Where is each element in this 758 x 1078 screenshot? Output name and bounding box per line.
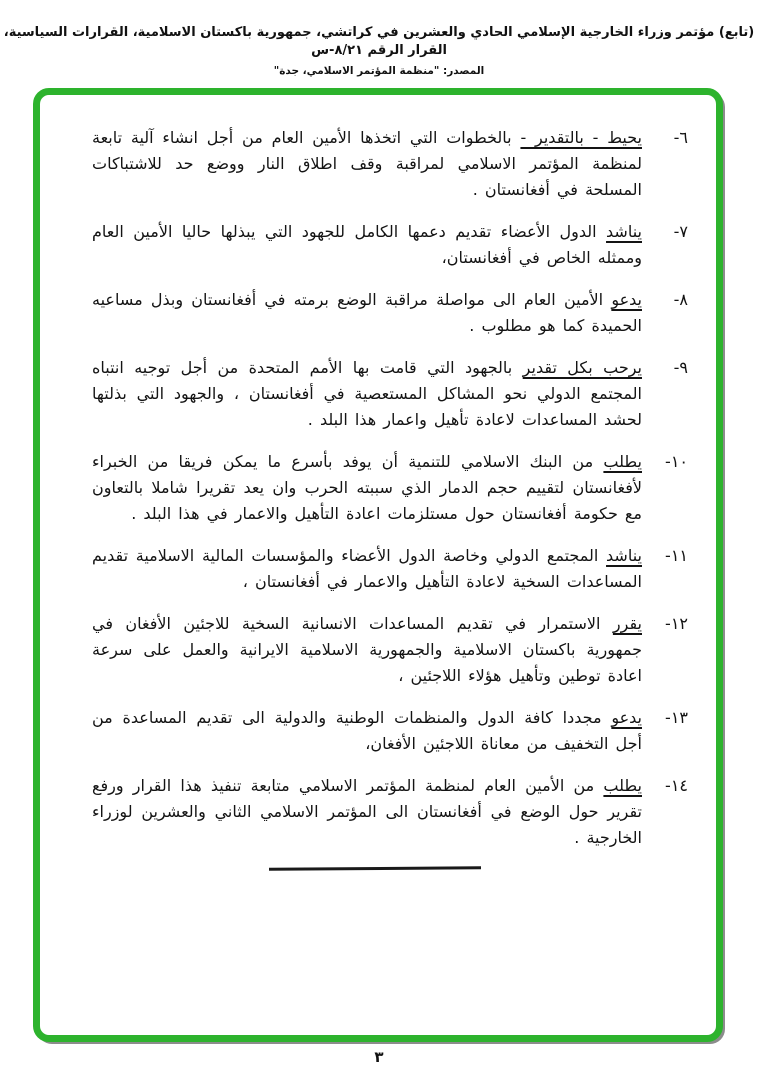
item-number: ١٢-: [665, 614, 688, 633]
item-number: ١٤-: [665, 776, 688, 795]
item-number: ٨-: [673, 290, 688, 309]
resolution-item-14: [92, 773, 688, 851]
item-lead-word: يناشد: [606, 222, 642, 241]
header-source-line: المصدر: "منظمة المؤتمر الاسلامي، جدة": [273, 65, 485, 77]
item-body: مجددا كافة الدول والمنظمات الوطنية والدولية الى تقديم المساعدة من أجل التخفيف من معاناة اللاجئين الأفغان،: [92, 708, 642, 753]
end-of-resolution-rule: [269, 866, 481, 870]
resolution-item-12: [92, 611, 688, 689]
item-number: ١٠-: [665, 452, 688, 471]
resolution-item-8: [92, 287, 688, 339]
item-lead-word: يرحب بكل تقدير: [522, 358, 642, 377]
item-text: [92, 543, 642, 595]
item-body: الاستمرار في تقديم المساعدات الانسانية السخية للاجئين الأفغان في جمهورية باكستان الاسلامية والجمهورية الاسلامية الايرانية والعمل على سرعة اعادة توطين وتأهيل هؤلاء اللاجئين ،: [92, 614, 642, 685]
resolution-item-9: [92, 355, 688, 433]
resolution-item-7: [92, 219, 688, 271]
item-lead-word: يطلب: [603, 776, 642, 795]
item-body: المجتمع الدولي وخاصة الدول الأعضاء والمؤسسات المالية الاسلامية تقديم المساعدات السخية لاعادة التأهيل والاعمار في أفغانستان ،: [92, 546, 642, 591]
item-lead-word: يطلب: [603, 452, 642, 471]
item-text: [92, 449, 642, 527]
item-body: من الأمين العام لمنظمة المؤتمر الاسلامي متابعة تنفيذ هذا القرار ورفع تقرير حول الوضع في أفغانستان الى المؤتمر الاسلامي الثاني والعشرين لوزراء الخارجية .: [92, 776, 642, 847]
item-body: من البنك الاسلامي للتنمية أن يوفد بأسرع ما يمكن فريقا من الخبراء لأفغانستان لتقييم حجم الدمار الذي سببته الحرب وان يعد تقريرا شاملا بالتعاون مع حكومة أفغانستان حول مستلزمات اعادة التأهيل والاعمار في هذا البلد .: [92, 452, 642, 523]
item-body: الدول الأعضاء تقديم دعمها الكامل للجهود التي يبذلها حاليا الأمين العام وممثله الخاص في أفغانستان،: [92, 222, 642, 267]
item-lead-word: يحيط - بالتقدير -: [520, 128, 642, 147]
item-text: [92, 125, 642, 203]
page-number: ٣: [374, 1048, 384, 1066]
document-header: [0, 24, 758, 77]
resolution-item-11: [92, 543, 688, 595]
item-lead-word: يقرر: [612, 614, 642, 633]
item-number: ٩-: [673, 358, 688, 377]
item-lead-word: يدعو: [611, 708, 642, 727]
item-text: [92, 773, 642, 851]
item-body: بالخطوات التي اتخذها الأمين العام من أجل انشاء آلية تابعة لمنظمة المؤتمر الاسلامي لمراقبة وقف اطلاق النار ووضع حد للاشتباكات المسلحة في أفغانستان .: [92, 128, 642, 199]
header-citation-line: (تابع) مؤتمر وزراء الخارجية الإسلامي الحادي والعشرين في كراتشي، جمهورية باكستان الاسلامية، القرارات السياسية، القرار الرقم ٨/٢١-س: [3, 25, 755, 58]
item-lead-word: يدعو: [611, 290, 642, 309]
item-number: ١١-: [665, 546, 688, 565]
item-number: ٦-: [673, 128, 688, 147]
resolution-item-10: [92, 449, 688, 527]
resolution-item-13: [92, 705, 688, 757]
item-text: [92, 611, 642, 689]
item-number: ١٣-: [665, 708, 688, 727]
item-text: [92, 705, 642, 757]
item-body: الأمين العام الى مواصلة مراقبة الوضع برمته في أفغانستان وبذل مساعيه الحميدة كما هو مطلوب .: [92, 290, 642, 335]
item-text: [92, 287, 642, 339]
resolution-border-box: [33, 88, 723, 1042]
item-lead-word: يناشد: [606, 546, 642, 565]
resolution-clauses: [40, 95, 716, 1035]
item-number: ٧-: [673, 222, 688, 241]
item-text: [92, 355, 642, 433]
item-body: بالجهود التي قامت بها الأمم المتحدة من أجل توجيه انتباه المجتمع الدولي نحو المشاكل المستعصية في أفغانستان ، والجهود التي بذلتها لحشد المساعدات لاعادة تأهيل واعمار هذا البلد .: [92, 358, 642, 429]
resolution-item-6: [92, 125, 688, 203]
item-text: [92, 219, 642, 271]
